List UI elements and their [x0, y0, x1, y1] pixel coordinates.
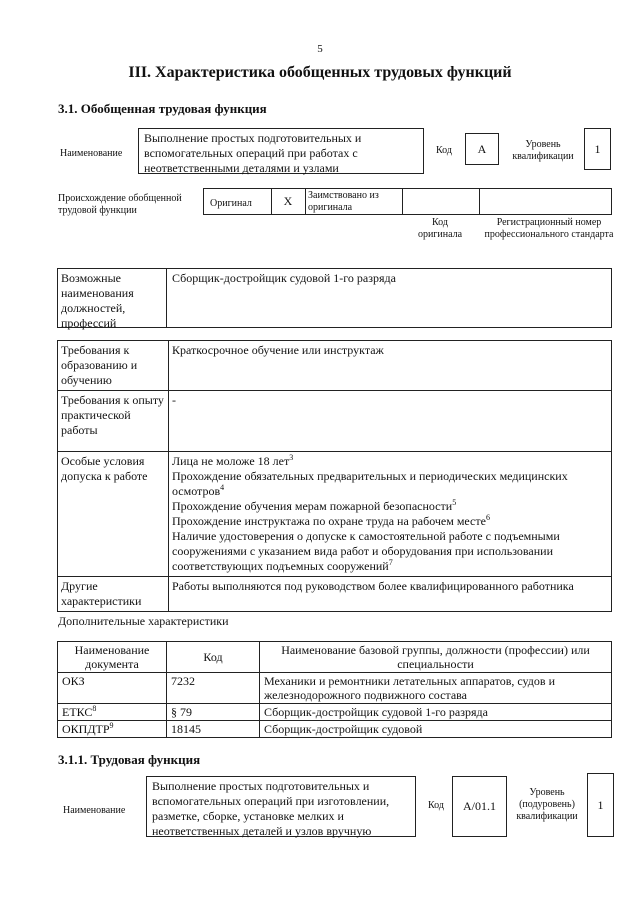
tf-level-box: [587, 773, 614, 837]
education-row: [58, 341, 612, 391]
tf-name-value: Выполнение простых подготовительных и вспомогательных операций при изготовлении, разметке, сборке, установке мелких и неответственных деталей и узлов вручную: [152, 779, 390, 838]
requirements-table: [57, 340, 612, 612]
gtf-origin-row: [203, 188, 612, 215]
tf-name-box: [146, 776, 416, 837]
gtf-heading: 3.1. Обобщенная трудовая функция: [58, 101, 267, 116]
table-row: ОКПДТР$^9$ 18145 Сборщик-достройщик судовой: [58, 721, 612, 738]
positions-label: Возможные наименования должностей, профессий: [61, 271, 134, 330]
experience-label: Требования к опыту практической работы: [58, 391, 169, 452]
header-document: Наименование документа: [58, 642, 167, 673]
tf-code-value: А/01.1: [463, 799, 496, 813]
admission-list: [169, 452, 612, 577]
gtf-name-box: [138, 128, 424, 174]
gtf-code-value: А: [477, 142, 487, 156]
tf-code-box: [452, 776, 507, 837]
tf-level-value: 1: [597, 798, 604, 812]
education-label: Требования к образованию и обучению: [58, 341, 169, 391]
positions-value: Сборщик-достройщик судовой 1-го разряда: [172, 271, 396, 285]
table-row: ЕТКС$^8$ § 79 Сборщик-достройщик судовой 1-го разряда: [58, 704, 612, 721]
tf-code-label: Код: [428, 800, 444, 811]
other-value: Работы выполняются под руководством более квалифицированного работника: [169, 577, 612, 612]
tf-name-label: Наименование: [63, 805, 126, 816]
gtf-code-box: [465, 133, 499, 165]
experience-value: -: [169, 391, 612, 452]
tf-heading: 3.1.1. Трудовая функция: [58, 752, 201, 767]
admission-item: Наличие удостоверения о допуске к самостоятельной работе с подъемными сооружениями с указанием вида работ и оборудования при использовании соответствующих подъемных сооружений$^7$: [172, 529, 560, 573]
additional-title: Дополнительные характеристики: [58, 614, 229, 628]
gtf-reg-number-caption: Регистрационный номер профессионального стандарта: [484, 217, 614, 240]
gtf-original-label: Оригинал: [210, 198, 252, 209]
tf-level-label: Уровень (подуровень) квалификации: [516, 787, 578, 822]
admission-label: Особые условия допуска к работе: [58, 452, 169, 577]
gtf-level-value: 1: [594, 142, 601, 156]
gtf-level-label: Уровень квалификации: [512, 139, 574, 162]
header-code: Код: [167, 642, 260, 673]
additional-header-row: [58, 642, 612, 673]
positions-table: [57, 268, 612, 328]
experience-row: [58, 391, 612, 452]
gtf-name-value: Выполнение простых подготовительных и вспомогательных операций при работах с неответственными деталями и узлами: [144, 131, 362, 175]
table-row: ОКЗ 7232 Механики и ремонтники летательных аппаратов, судов и железнодорожного подвижного состава: [58, 673, 612, 704]
admission-item: Прохождение обучения мерам пожарной безопасности$^5$: [172, 498, 457, 513]
gtf-borrowed-label: Заимствовано из оригинала: [308, 190, 379, 213]
other-label: Другие характеристики: [58, 577, 169, 612]
admission-item: Прохождение обязательных предварительных и периодических медицинских осмотров$^4$: [172, 469, 568, 498]
gtf-code-label: Код: [436, 145, 452, 156]
additional-table: [57, 641, 612, 738]
admission-item: Лица не моложе 18 лет$^3$: [172, 453, 294, 468]
other-row: [58, 577, 612, 612]
header-name: Наименование базовой группы, должности (профессии) или специальности: [260, 642, 612, 673]
gtf-code-original-caption: Код оригинала: [417, 217, 463, 240]
page-number: 5: [317, 43, 323, 55]
gtf-original-mark: X: [283, 194, 293, 208]
admission-item: Прохождение инструктажа по охране труда на рабочем месте$^6$: [172, 513, 490, 528]
education-value: Краткосрочное обучение или инструктаж: [169, 341, 612, 391]
gtf-level-box: [584, 128, 611, 170]
gtf-origin-label: Происхождение обобщенной трудовой функции: [58, 193, 182, 216]
gtf-name-label: Наименование: [60, 148, 123, 159]
section-title: III. Характеристика обобщенных трудовых функций: [128, 64, 512, 81]
admission-row: [58, 452, 612, 577]
